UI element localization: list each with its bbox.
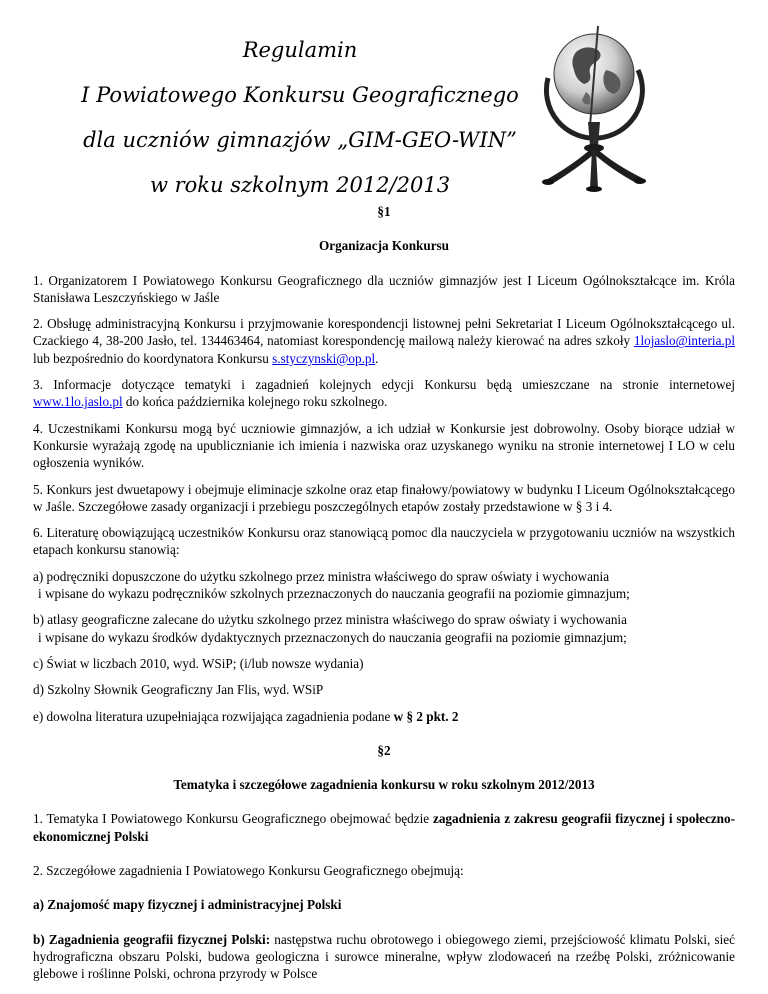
section-2-paragraph-2: 2. Szczegółowe zagadnienia I Powiatowego Konkursu Geograficznego obejmują: [33,863,464,879]
section-1-number: §1 [377,204,391,219]
title-line-1: Regulamin [242,38,358,62]
literature-item-e: e) dowolna literatura uzupełniająca rozwijająca zagadnienia podane w § 2 pkt. 2 [33,708,459,724]
section-2-number: §2 [377,742,391,758]
document-title [0,28,600,208]
title-line-3: dla uczniów gimnazjów „GIM-GEO-WIN” [83,128,517,152]
title-line-4: w roku szkolnym 2012/2013 [149,173,451,197]
section-1-paragraph-6: 6. Literaturę obowiązującą uczestników Konkursu oraz stanowiącą pomoc dla nauczyciela w przygotowaniu uczniów na wszystkich etapach konkursu stanowią: [33,525,735,558]
section-1-paragraph-3: 3. Informacje dotyczące tematyki i zagadnień kolejnych edycji Konkursu będą umieszczane na stronie internetowej www.1lo.jaslo.pl do końca października kolejnego roku szkolnego. [33,377,735,410]
section-1-paragraph-1: 1. Organizatorem I Powiatowego Konkursu Geograficznego dla uczniów gimnazjów jest I Liceum Ogólnokształcące im. Króla Stanisława Leszczyńskiego w Jaśle [33,272,735,305]
section-2-heading: Tematyka i szczegółowe zagadnienia konkursu w roku szkolnym 2012/2013 [173,777,595,793]
section-1-paragraph-2: 2. Obsługę administracyjną Konkursu i przyjmowanie korespondencji listownej pełni Sekretariat I Liceum Ogólnokształcącego ul. Czackiego 4, 38-200 Jasło, tel. 134463464, natomiast korespondencję mailową należy kierować na adres szkoły 1lojaslo@interia.pl lub bezpośrednio do koordynatora Konkursu s.styczynski@op.pl. [33,316,735,366]
literature-item-b: b) atlasy geograficzne zalecane do użytku szkolnego przez ministra właściwego do spraw oświaty i wychowania i wpisane do wykazu środków dydaktycznych przeznaczonych do nauczania geografii na poziomie gimnazjum; [33,612,627,645]
section-1-heading: Organizacja Konkursu [318,238,450,254]
literature-item-d: d) Szkolny Słownik Geograficzny Jan Flis, wyd. WSiP [33,682,324,698]
coordinator-email-link[interactable]: s.styczynski@op.pl [272,350,376,366]
section-1-paragraph-5: 5. Konkurs jest dwuetapowy i obejmuje eliminacje szkolne oraz etap finałowy/powiatowy w budynku I Liceum Ogólnokształcącego w Jaśle. Szczegółowe zasady organizacji i przebiegu poszczególnych etapów zostały przedstawione w § 3 i 4. [33,481,735,514]
globe-illustration [528,18,662,196]
school-website-link[interactable]: www.1lo.jaslo.pl [33,394,123,410]
school-email-link[interactable]: 1lojaslo@interia.pl [633,333,735,349]
topic-item-a: a) Znajomość mapy fizycznej i administracyjnej Polski [33,897,342,913]
section-2-paragraph-1: 1. Tematyka I Powiatowego Konkursu Geograficznego obejmować będzie zagadnienia z zakresu geografii fizycznej i społeczno-ekonomicznej Polski [33,811,735,844]
title-line-2: I Powiatowego Konkursu Geograficznego [81,83,519,107]
literature-item-a: a) podręczniki dopuszczone do użytku szkolnego przez ministra właściwego do spraw oświaty i wychowania i wpisane do wykazu podręczników szkolnych przeznaczonych do nauczania geografii na poziomie gimnazjum; [33,568,630,602]
section-1-paragraph-4: 4. Uczestnikami Konkursu mogą być uczniowie gimnazjów, a ich udział w Konkursie jest dobrowolny. Osoby biorące udział w Konkursie wyrażają zgodę na upublicznianie ich imienia i nazwiska oraz uzyskanego wyniku na stronie internetowej I LO w celu ogłoszenia wyników. [33,420,735,471]
document-body [33,203,735,992]
literature-item-c: c) Świat w liczbach 2010, wyd. WSiP; (i/lub nowsze wydania) [33,655,364,671]
topic-item-b: b) Zagadnienia geografii fizycznej Polski: następstwa ruchu obrotowego i obiegowego ziemi, przejściowość klimatu Polski, sieć hydrograficzna obszaru Polski, budowa geologiczna i surowce mineralne, wpływ zlodowaceń na rzeźbę Polski, zróżnicowanie glebowe i roślinne Polski, ochrona przyrody w Polsce [33,931,735,982]
